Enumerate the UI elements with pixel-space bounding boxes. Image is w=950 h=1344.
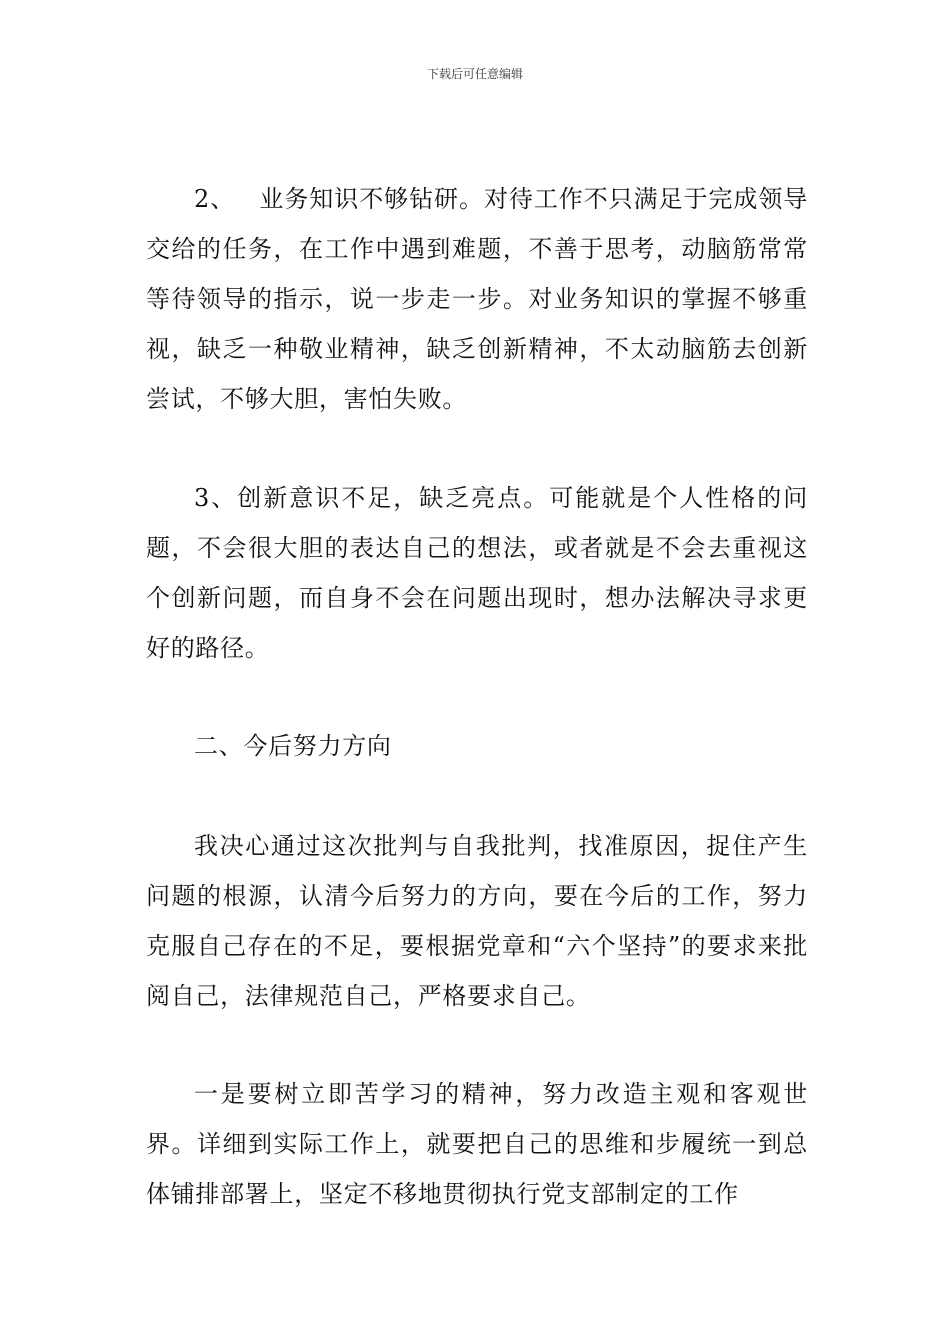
paragraph-number: 2、 (194, 185, 236, 213)
page-header: 下载后可任意编辑 (426, 67, 523, 81)
paragraph-text: 业务知识不够钻研。对待工作不只满足于完成领导交给的任务，在工作中遇到难题，不善于思考，动脑筋常常等待领导的指示，说一步走一步。对业务知识的掌握不够重视，缺乏一种敬业精神，缺乏创新精神，不太动脑筋去创新尝试，不够大胆，害怕失败。 (146, 185, 808, 413)
paragraph-resolution: 我决心通过这次批判与自我批判，找准原因，捉住产生问题的根源，认清今后努力的方向，要在今后的工作，努力克服自己存在的不足，要根据党章和“六个坚持”的要求来批阅自己，法律规范自己，严格要求自己。 (146, 832, 808, 1010)
paragraph-innovation: 3、创新意识不足，缺乏亮点。可能就是个人性格的问题，不会很大胆的表达自己的想法，或者就是不会去重视这个创新问题，而自身不会在问题出现时，想办法解决寻求更好的路径。 (146, 484, 808, 662)
paragraph-study-spirit: 一是要树立即苦学习的精神，努力改造主观和客观世界。详细到实际工作上，就要把自己的思维和步履统一到总体铺排部署上，坚定不移地贯彻执行党支部制定的工作 (146, 1080, 808, 1208)
paragraph-business-knowledge (146, 174, 808, 424)
section-heading-future-direction: 二、今后努力方向 (194, 732, 392, 760)
